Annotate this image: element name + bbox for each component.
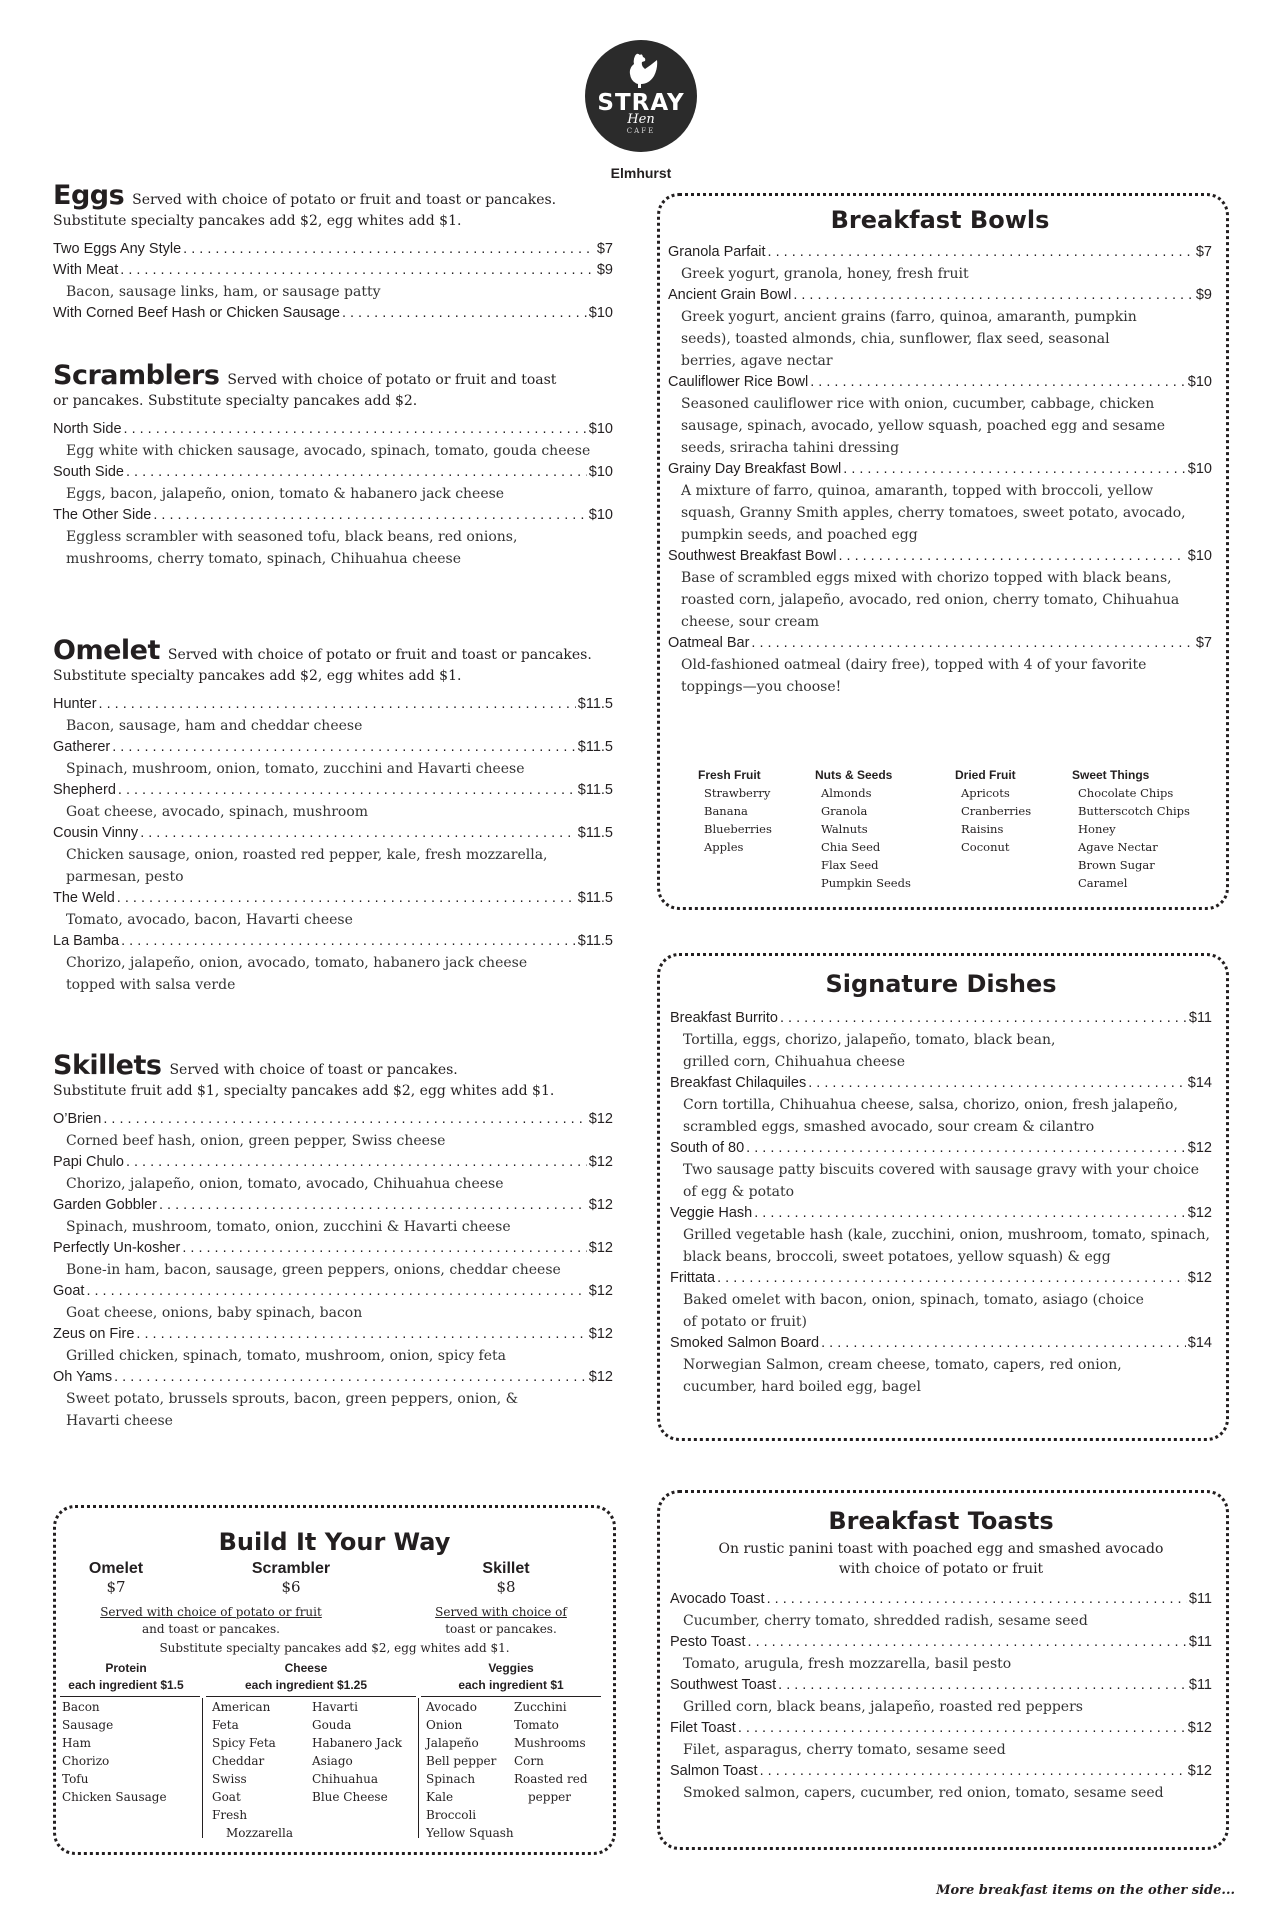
cheese-list-2: Havarti Gouda Habanero Jack Asiago Chihuahua Blue Cheese — [312, 1700, 403, 1804]
menu-item: Granola Parfait . . . $7 — [668, 242, 1212, 263]
menu-item: Papi Chulo . . . $12 — [53, 1152, 613, 1173]
bowls-box — [657, 193, 1229, 910]
item-desc: Grilled corn, black beans, jalapeño, roasted red peppers — [683, 1699, 1083, 1715]
section-note: Substitute specialty pancakes add $2, egg whites add $1. — [53, 213, 462, 229]
cheese-head: Cheese each ingredient $1.25 — [244, 1661, 368, 1692]
item-desc: Filet, asparagus, cherry tomato, sesame seed — [683, 1742, 1006, 1758]
menu-item: Veggie Hash . . . $12 — [670, 1203, 1212, 1224]
item-desc: Tomato, arugula, fresh mozzarella, basil pesto — [683, 1656, 1012, 1672]
veggies-head: Veggies each ingredient $1 — [458, 1661, 564, 1692]
build-box — [53, 1505, 616, 1855]
section-note: Served with choice of toast or pancakes. — [169, 1062, 458, 1078]
menu-item: Breakfast Burrito . . . $11 — [670, 1008, 1212, 1029]
section-note: Served with choice of potato or fruit and toast — [227, 372, 557, 388]
item-desc: Chorizo, jalapeño, onion, avocado, tomato, habanero jack cheese topped with salsa verde — [66, 955, 528, 993]
section-title: Omelet — [53, 635, 160, 666]
toasts-box — [657, 1490, 1229, 1850]
scramblers-section — [53, 360, 613, 570]
divider — [421, 1696, 601, 1697]
item-desc: Goat cheese, avocado, spinach, mushroom — [66, 804, 369, 820]
menu-item: Perfectly Un-kosher . . . $12 — [53, 1238, 613, 1259]
location-label: Elmhurst — [610, 165, 672, 181]
item-desc: Tortilla, eggs, chorizo, jalapeño, tomato, black bean, grilled corn, Chihuahua cheese — [683, 1032, 1056, 1070]
menu-item: Cousin Vinny . . . $11.5 — [53, 823, 613, 844]
section-note: Substitute specialty pancakes add $2, egg whites add $1. — [53, 668, 462, 684]
item-desc: Greek yogurt, granola, honey, fresh fruit — [681, 266, 969, 282]
item-desc: Base of scrambled eggs mixed with chorizo topped with black beans, roasted corn, jalapeño, avocado, red onion, cherry tomato, Chihuahua cheese, sour cream — [681, 570, 1180, 630]
item-desc: Seasoned cauliflower rice with onion, cucumber, cabbage, chicken sausage, spinach, avocado, yellow squash, poached egg and sesame seeds, sriracha tahini dressing — [681, 396, 1166, 456]
menu-item: Garden Gobbler . . . $12 — [53, 1195, 613, 1216]
item-desc: Grilled chicken, spinach, tomato, mushroom, onion, spicy feta — [66, 1348, 506, 1364]
section-title: Skillets — [53, 1050, 162, 1081]
menu-item: Cauliflower Rice Bowl . . . $10 — [668, 372, 1212, 393]
menu-item: With Meat . . . $9 — [53, 260, 613, 281]
menu-item: Oatmeal Bar . . . $7 — [668, 633, 1212, 654]
item-desc: Cucumber, cherry tomato, shredded radish, sesame seed — [683, 1613, 1088, 1629]
divider — [206, 1696, 416, 1697]
menu-item: Zeus on Fire . . . $12 — [53, 1324, 613, 1345]
item-desc: A mixture of farro, quinoa, amaranth, topped with broccoli, yellow squash, Granny Smith apples, cherry tomatoes, sweet potato, avocado, pumpkin seeds, and poached egg — [681, 483, 1186, 543]
menu-item: Shepherd . . . $11.5 — [53, 780, 613, 801]
menu-item: Two Eggs Any Style . . . $7 — [53, 239, 613, 260]
item-desc: Eggs, bacon, jalapeño, onion, tomato & habanero jack cheese — [66, 486, 505, 502]
cafe-logo — [585, 40, 697, 152]
item-desc: Grilled vegetable hash (kale, zucchini, onion, mushroom, tomato, spinach, black beans, broccoli, sweet potatoes, yellow squash) & egg — [683, 1227, 1210, 1265]
menu-item: Oh Yams . . . $12 — [53, 1367, 613, 1388]
item-desc: Eggless scrambler with seasoned tofu, black beans, red onions, mushrooms, cherry tomato, spinach, Chihuahua cheese — [66, 529, 518, 567]
box-title: Signature Dishes — [825, 970, 1057, 998]
menu-item: Breakfast Chilaquiles . . . $14 — [670, 1073, 1212, 1094]
menu-item: The Other Side . . . $10 — [53, 505, 613, 526]
footer-note: More breakfast items on the other side... — [936, 1883, 1235, 1898]
menu-item: Ancient Grain Bowl . . . $9 — [668, 285, 1212, 306]
protein-head: Protein each ingredient $1.5 — [68, 1661, 184, 1692]
menu-item: Grainy Day Breakfast Bowl . . . $10 — [668, 459, 1212, 480]
menu-item: O’Brien . . . $12 — [53, 1109, 613, 1130]
menu-item: North Side . . . $10 — [53, 419, 613, 440]
menu-item: Filet Toast . . . $12 — [670, 1718, 1212, 1739]
veggies-list-1: Avocado Onion Jalapeño Bell pepper Spinach Kale Broccoli Yellow Squash — [426, 1700, 514, 1840]
signature-box — [657, 953, 1229, 1441]
item-desc: Corn tortilla, Chihuahua cheese, salsa, chorizo, onion, fresh jalapeño, scrambled eggs, smashed avocado, sour cream & cilantro — [683, 1097, 1178, 1135]
item-desc: Tomato, avocado, bacon, Havarti cheese — [66, 912, 353, 928]
menu-item: Southwest Breakfast Bowl . . . $10 — [668, 546, 1212, 567]
menu-item: South Side . . . $10 — [53, 462, 613, 483]
item-desc: Old-fashioned oatmeal (dairy free), topped with 4 of your favorite toppings—you choose! — [681, 657, 1147, 695]
box-title: Breakfast Bowls — [830, 206, 1050, 234]
logo-script: Hen — [627, 112, 655, 127]
section-note: Substitute fruit add $1, specialty pancakes add $2, egg whites add $1. — [53, 1083, 555, 1099]
logo-sub: CAFE — [626, 127, 656, 135]
box-subtitle: On rustic panini toast with poached egg and smashed avocado — [718, 1541, 1164, 1557]
item-desc: Spinach, mushroom, tomato, onion, zucchini & Havarti cheese — [66, 1219, 511, 1235]
section-title: Scramblers — [53, 360, 220, 391]
menu-item: Goat . . . $12 — [53, 1281, 613, 1302]
menu-item: With Corned Beef Hash or Chicken Sausage . . . $10 — [53, 303, 613, 324]
item-desc: Chicken sausage, onion, roasted red pepper, kale, fresh mozzarella, parmesan, pesto — [66, 847, 548, 885]
omelet-section — [53, 635, 613, 996]
item-desc: Greek yogurt, ancient grains (farro, quinoa, amaranth, pumpkin seeds), toasted almonds, chia, sunflower, flax seed, seasonal berries, agave nectar — [681, 309, 1137, 369]
item-desc: Sweet potato, brussels sprouts, bacon, green peppers, onion, & Havarti cheese — [66, 1391, 519, 1429]
menu-item: Pesto Toast . . . $11 — [670, 1632, 1212, 1653]
toppings-fresh-fruit: Fresh Fruit Strawberry Banana Blueberries Apples — [698, 768, 772, 854]
cheese-list-1: American Feta Spicy Feta Cheddar Swiss Goat Fresh Mozzarella — [212, 1700, 293, 1840]
divider — [418, 1698, 419, 1838]
menu-item: The Weld . . . $11.5 — [53, 888, 613, 909]
build-note-a: Served with choice of potato or fruit and toast or pancakes. — [100, 1605, 322, 1636]
menu-item: Hunter . . . $11.5 — [53, 694, 613, 715]
item-desc: Goat cheese, onions, baby spinach, bacon — [66, 1305, 363, 1321]
build-omelet: Omelet $7 — [88, 1560, 144, 1596]
box-title: Build It Your Way — [218, 1528, 451, 1556]
veggies-list-2: Zucchini Tomato Mushrooms Corn Roasted red pepper — [514, 1700, 588, 1804]
menu-item: Gatherer . . . $11.5 — [53, 737, 613, 758]
toppings-nuts-seeds: Nuts & Seeds Almonds Granola Walnuts Chia Seed Flax Seed Pumpkin Seeds — [815, 768, 911, 890]
item-desc: Bone-in ham, bacon, sausage, green peppers, onions, cheddar cheese — [66, 1262, 561, 1278]
section-note: Served with choice of potato or fruit and toast or pancakes. — [132, 192, 557, 208]
item-desc: Egg white with chicken sausage, avocado, spinach, tomato, gouda cheese — [66, 443, 591, 459]
menu-item: Smoked Salmon Board . . . $14 — [670, 1333, 1212, 1354]
item-desc: Bacon, sausage links, ham, or sausage patty — [66, 284, 381, 300]
eggs-section — [53, 180, 613, 324]
menu-item: Frittata . . . $12 — [670, 1268, 1212, 1289]
menu-item: South of 80 . . . $12 — [670, 1138, 1212, 1159]
toppings-dried-fruit: Dried Fruit Apricots Cranberries Raisins Coconut — [955, 768, 1032, 854]
section-note: Served with choice of potato or fruit and toast or pancakes. — [167, 647, 592, 663]
build-scrambler: Scrambler $6 — [251, 1560, 331, 1596]
item-desc: Corned beef hash, onion, green pepper, Swiss cheese — [66, 1133, 446, 1149]
protein-list: Bacon Sausage Ham Chorizo Tofu Chicken Sausage — [62, 1700, 167, 1804]
build-note-c: Substitute specialty pancakes add $2, egg whites add $1. — [159, 1641, 510, 1655]
item-desc: Baked omelet with bacon, onion, spinach, tomato, asiago (choice of potato or fruit) — [683, 1292, 1144, 1330]
menu-item: La Bamba . . . $11.5 — [53, 931, 613, 952]
item-desc: Chorizo, jalapeño, onion, tomato, avocado, Chihuahua cheese — [66, 1176, 504, 1192]
menu-item: Avocado Toast . . . $11 — [670, 1589, 1212, 1610]
menu-item: Salmon Toast . . . $12 — [670, 1761, 1212, 1782]
skillets-section — [53, 1050, 613, 1432]
item-desc: Two sausage patty biscuits covered with sausage gravy with your choice of egg & potato — [683, 1162, 1200, 1200]
box-title: Breakfast Toasts — [828, 1507, 1054, 1535]
item-desc: Bacon, sausage, ham and cheddar cheese — [66, 718, 363, 734]
divider — [202, 1698, 203, 1838]
logo-name: STRAY — [597, 90, 685, 116]
item-desc: Norwegian Salmon, cream cheese, tomato, capers, red onion, cucumber, hard boiled egg, bagel — [683, 1357, 1122, 1395]
item-desc: Smoked salmon, capers, cucumber, red onion, tomato, sesame seed — [683, 1785, 1164, 1801]
box-subtitle: with choice of potato or fruit — [838, 1561, 1044, 1577]
divider — [60, 1696, 200, 1697]
section-title: Eggs — [53, 180, 125, 211]
menu-item: Southwest Toast . . . $11 — [670, 1675, 1212, 1696]
section-note: or pancakes. Substitute specialty pancakes add $2. — [53, 393, 418, 409]
build-note-b: Served with choice of toast or pancakes. — [435, 1605, 567, 1636]
toppings-sweet-things: Sweet Things Chocolate Chips Butterscotch Chips Honey Agave Nectar Brown Sugar Caramel — [1072, 768, 1190, 890]
item-desc: Spinach, mushroom, onion, tomato, zucchini and Havarti cheese — [66, 761, 525, 777]
build-skillet: Skillet $8 — [482, 1560, 530, 1596]
hen-icon — [621, 52, 661, 90]
